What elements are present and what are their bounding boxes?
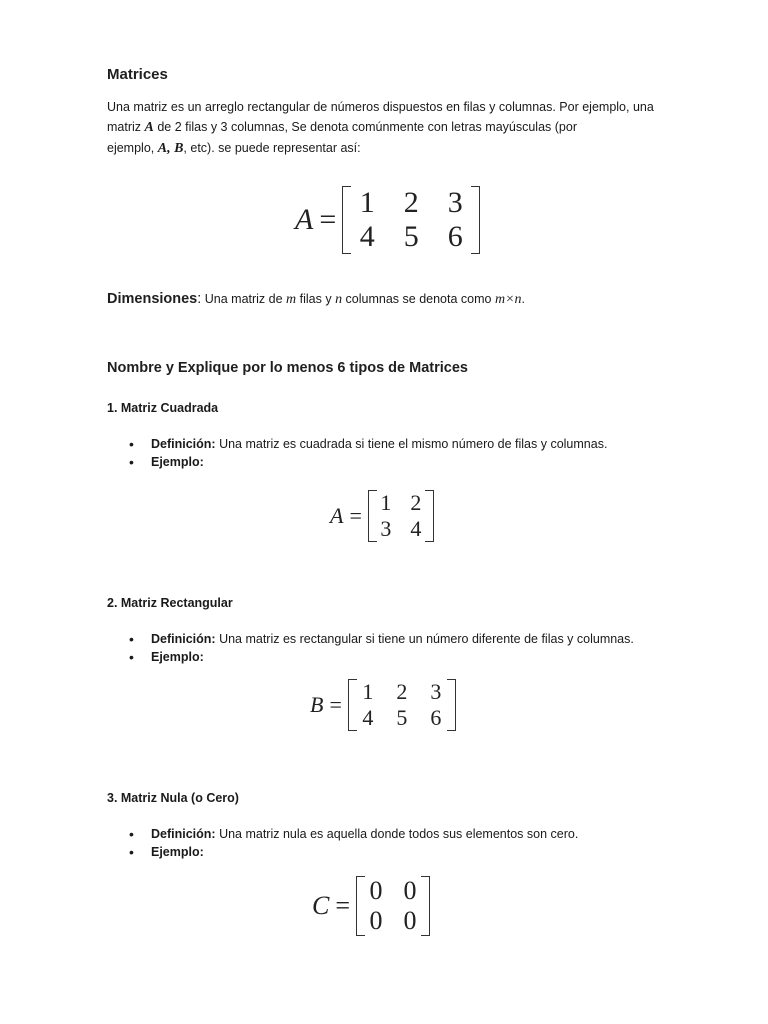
matrix-name: C (312, 891, 330, 920)
equals-sign: = (319, 203, 337, 236)
matrix-grid (356, 876, 430, 936)
page-title: Matrices (107, 66, 168, 83)
matrix-example (330, 490, 434, 542)
matrix-cell: 5 (403, 220, 419, 253)
matrix-cell: 2 (396, 679, 408, 704)
equals-sign: = (329, 692, 342, 717)
equals-sign: = (349, 503, 362, 528)
matrix-grid (348, 679, 456, 731)
matrix-cell: 6 (430, 705, 442, 730)
intro-paragraph (107, 97, 707, 159)
matrix-cell: 0 (403, 876, 417, 905)
matrix-name: A (330, 503, 344, 528)
matrix-cell: 4 (362, 705, 374, 730)
example-item: • Ejemplo: (105, 648, 725, 666)
definition-item: • Definición: Una matriz es rectangular si tiene un número diferente de filas y columnas. (105, 630, 725, 648)
matrix-cell: 0 (369, 876, 383, 905)
intro-line-3: ejemplo, A, B, etc). se puede representar así: (107, 141, 361, 156)
matrix-cell: 1 (380, 490, 392, 515)
example-item: • Ejemplo: (105, 453, 725, 471)
variable-a: A (144, 120, 154, 135)
type-heading: 1. Matriz Cuadrada (107, 401, 219, 415)
matrix-cell: 4 (410, 516, 422, 541)
matrix-name: B (310, 692, 324, 717)
matrix-cell: 3 (380, 516, 392, 541)
example-item: • Ejemplo: (105, 843, 725, 861)
matrix-grid (342, 186, 480, 254)
equals-sign: = (335, 891, 351, 920)
matrix-cell: 1 (359, 186, 375, 219)
definition-item: • Definición: Una matriz es cuadrada si tiene el mismo número de filas y columnas. (105, 435, 725, 453)
matrix-a-example (295, 186, 480, 254)
variable-b: B (174, 141, 184, 156)
matrix-name: A (295, 203, 314, 236)
intro-line-1: Una matriz es un arreglo rectangular de números dispuestos en filas y columnas. Por ejemplo, una (107, 100, 654, 114)
type-heading: 3. Matriz Nula (o Cero) (107, 791, 239, 805)
type-heading: 2. Matriz Rectangular (107, 596, 233, 610)
section-heading: Nombre y Explique por lo menos 6 tipos de Matrices (107, 360, 468, 376)
matrix-cell: 4 (359, 220, 375, 253)
intro-line-2: matriz A de 2 filas y 3 columnas, Se denota comúnmente con letras mayúsculas (por (107, 120, 577, 135)
matrix-cell: 3 (447, 186, 463, 219)
dimensions-line: Dimensiones: Una matriz de m filas y n columnas se denota como m×n. (107, 291, 525, 307)
dimensions-heading: Dimensiones (107, 291, 198, 307)
matrix-cell: 3 (430, 679, 442, 704)
matrix-cell: 2 (410, 490, 422, 515)
type-bullets (105, 630, 725, 666)
matrix-cell: 2 (403, 186, 419, 219)
variable-a: A (157, 141, 168, 156)
type-bullets (105, 435, 725, 471)
matrix-cell: 6 (447, 220, 463, 253)
definition-item: • Definición: Una matriz nula es aquella donde todos sus elementos son cero. (105, 825, 725, 843)
type-bullets (105, 825, 725, 861)
matrix-cell: 0 (369, 906, 383, 935)
matrix-grid (368, 490, 434, 542)
matrix-cell: 5 (396, 705, 408, 730)
matrix-cell: 0 (403, 906, 417, 935)
matrix-example (310, 679, 456, 731)
matrix-example (312, 876, 430, 936)
matrix-cell: 1 (362, 679, 374, 704)
